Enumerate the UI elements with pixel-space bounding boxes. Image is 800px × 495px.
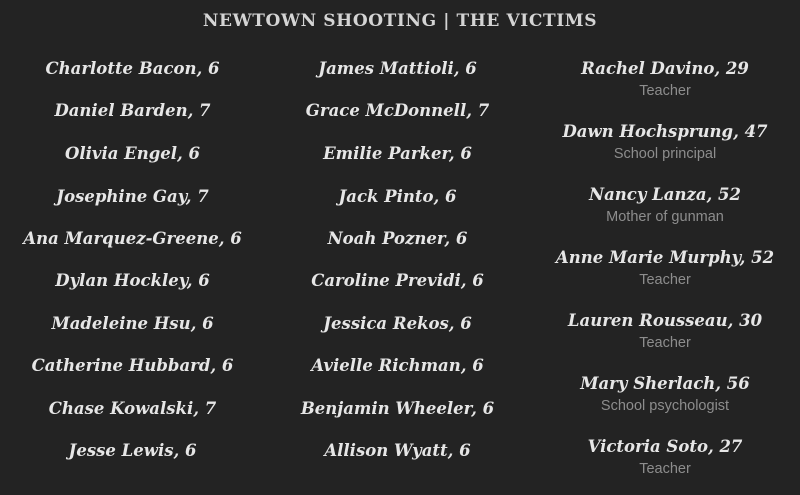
victim-name: Nancy Lanza, 52 bbox=[589, 185, 741, 204]
victim-name: Rachel Davino, 29 bbox=[581, 59, 749, 78]
victim-role: Teacher bbox=[639, 272, 691, 288]
victim-name: Daniel Barden, 7 bbox=[54, 101, 211, 120]
victim-name: Dylan Hockley, 6 bbox=[55, 271, 210, 290]
victim-name: Jesse Lewis, 6 bbox=[68, 441, 197, 460]
victim-name: Chase Kowalski, 7 bbox=[48, 399, 217, 418]
victim-name: Mary Sherlach, 56 bbox=[580, 374, 750, 393]
victim-name: Jessica Rekos, 6 bbox=[323, 314, 472, 333]
page-title: NEWTOWN SHOOTING | THE VICTIMS bbox=[202, 11, 598, 31]
victim-name: Caroline Previdi, 6 bbox=[311, 271, 484, 290]
victim-role: Mother of gunman bbox=[606, 209, 724, 225]
victim-role: Teacher bbox=[639, 335, 691, 351]
victim-name: Josephine Gay, 7 bbox=[56, 187, 209, 206]
victim-name: James Mattioli, 6 bbox=[318, 59, 477, 78]
victim-name: Allison Wyatt, 6 bbox=[324, 441, 471, 460]
victim-name: Madeleine Hsu, 6 bbox=[51, 314, 214, 333]
victim-name: Noah Pozner, 6 bbox=[327, 229, 468, 248]
victim-name: Charlotte Bacon, 6 bbox=[45, 59, 220, 78]
victim-name: Avielle Richman, 6 bbox=[311, 356, 484, 375]
victim-name: Grace McDonnell, 7 bbox=[305, 101, 490, 120]
victim-role: Teacher bbox=[639, 461, 691, 477]
victim-role: School psychologist bbox=[600, 398, 730, 414]
victim-name: Benjamin Wheeler, 6 bbox=[300, 399, 495, 418]
victim-name: Lauren Rousseau, 30 bbox=[567, 311, 763, 330]
victim-name: Emilie Parker, 6 bbox=[323, 144, 472, 163]
victim-name: Dawn Hochsprung, 47 bbox=[562, 122, 768, 141]
victim-name: Ana Marquez-Greene, 6 bbox=[23, 229, 242, 248]
victim-name: Jack Pinto, 6 bbox=[338, 187, 457, 206]
victim-name: Anne Marie Murphy, 52 bbox=[555, 248, 775, 267]
victim-role: Teacher bbox=[639, 83, 691, 99]
victim-role: School principal bbox=[613, 146, 717, 162]
victim-name: Victoria Soto, 27 bbox=[587, 437, 743, 456]
victim-name: Olivia Engel, 6 bbox=[64, 144, 201, 163]
victim-name: Catherine Hubbard, 6 bbox=[31, 356, 234, 375]
